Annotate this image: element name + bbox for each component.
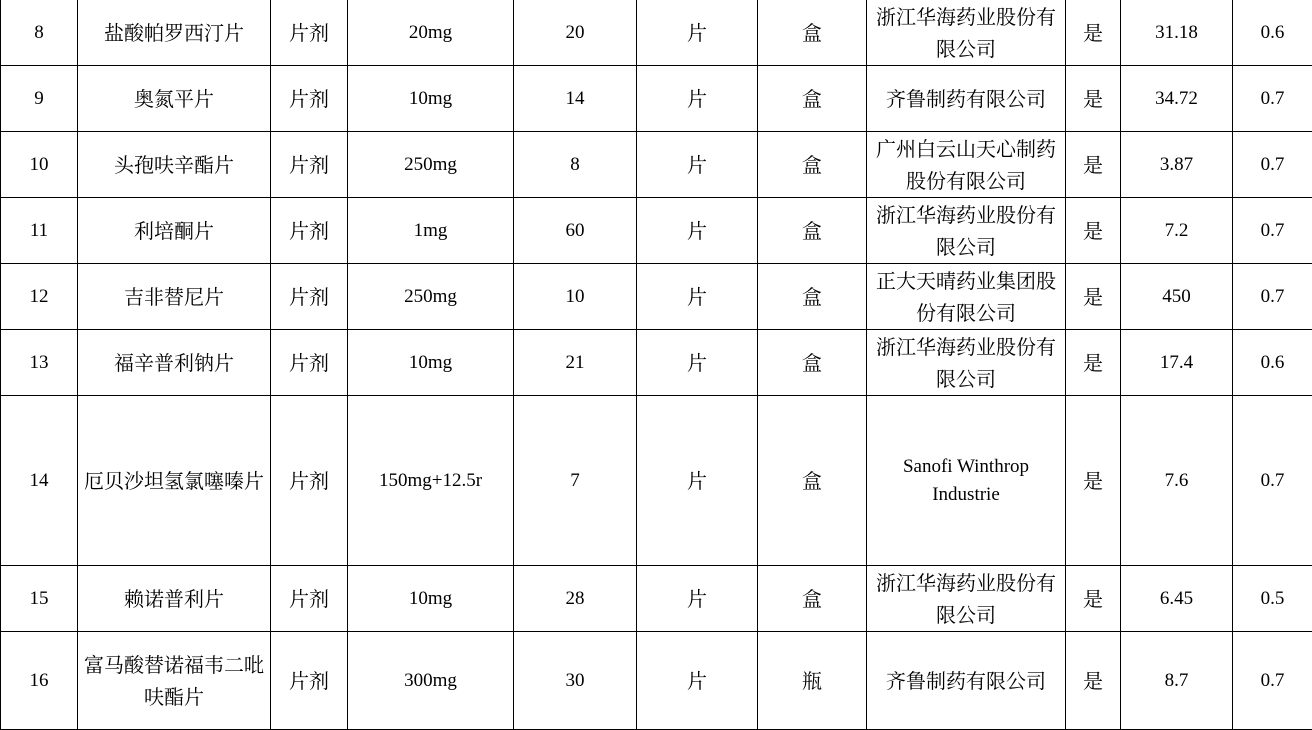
- package-quantity: 14: [514, 66, 637, 132]
- manufacturer: 齐鲁制药有限公司: [867, 632, 1066, 730]
- drug-name: 赖诺普利片: [78, 566, 271, 632]
- row-number: 13: [1, 330, 78, 396]
- manufacturer: 广州白云山天心制药股份有限公司: [867, 132, 1066, 198]
- price: 450: [1121, 264, 1233, 330]
- price: 8.7: [1121, 632, 1233, 730]
- flag: 是: [1066, 566, 1121, 632]
- table-row: [1, 396, 1312, 566]
- specification: 300mg: [348, 632, 514, 730]
- dosage-form: 片剂: [271, 0, 348, 66]
- manufacturer: 浙江华海药业股份有限公司: [867, 198, 1066, 264]
- package-quantity: 10: [514, 264, 637, 330]
- drug-name: 奥氮平片: [78, 66, 271, 132]
- package-quantity: 8: [514, 132, 637, 198]
- price: 31.18: [1121, 0, 1233, 66]
- manufacturer: 浙江华海药业股份有限公司: [867, 566, 1066, 632]
- price: 6.45: [1121, 566, 1233, 632]
- dosage-form: 片剂: [271, 396, 348, 566]
- ratio: 0.6: [1233, 330, 1312, 396]
- drug-name: 利培酮片: [78, 198, 271, 264]
- ratio: 0.7: [1233, 632, 1312, 730]
- manufacturer: 齐鲁制药有限公司: [867, 66, 1066, 132]
- table-body: [1, 0, 1312, 730]
- minimum-unit: 片: [637, 330, 758, 396]
- table-row: [1, 632, 1312, 730]
- row-number: 15: [1, 566, 78, 632]
- price: 3.87: [1121, 132, 1233, 198]
- row-number: 10: [1, 132, 78, 198]
- dosage-form: 片剂: [271, 566, 348, 632]
- minimum-unit: 片: [637, 0, 758, 66]
- package-unit: 瓶: [758, 632, 867, 730]
- package-unit: 盒: [758, 198, 867, 264]
- specification: 250mg: [348, 132, 514, 198]
- ratio: 0.7: [1233, 264, 1312, 330]
- package-unit: 盒: [758, 0, 867, 66]
- package-quantity: 28: [514, 566, 637, 632]
- ratio: 0.7: [1233, 198, 1312, 264]
- dosage-form: 片剂: [271, 264, 348, 330]
- minimum-unit: 片: [637, 132, 758, 198]
- package-unit: 盒: [758, 566, 867, 632]
- package-quantity: 60: [514, 198, 637, 264]
- row-number: 9: [1, 66, 78, 132]
- package-unit: 盒: [758, 264, 867, 330]
- minimum-unit: 片: [637, 66, 758, 132]
- specification: 10mg: [348, 330, 514, 396]
- minimum-unit: 片: [637, 264, 758, 330]
- table-row: [1, 330, 1312, 396]
- dosage-form: 片剂: [271, 330, 348, 396]
- package-unit: 盒: [758, 132, 867, 198]
- row-number: 8: [1, 0, 78, 66]
- drug-name: 头孢呋辛酯片: [78, 132, 271, 198]
- specification: 10mg: [348, 566, 514, 632]
- flag: 是: [1066, 132, 1121, 198]
- package-unit: 盒: [758, 66, 867, 132]
- dosage-form: 片剂: [271, 132, 348, 198]
- table-row: [1, 566, 1312, 632]
- manufacturer: 浙江华海药业股份有限公司: [867, 0, 1066, 66]
- flag: 是: [1066, 66, 1121, 132]
- flag: 是: [1066, 0, 1121, 66]
- drug-name: 富马酸替诺福韦二吡呋酯片: [78, 632, 271, 730]
- ratio: 0.6: [1233, 0, 1312, 66]
- price: 17.4: [1121, 330, 1233, 396]
- specification: 10mg: [348, 66, 514, 132]
- dosage-form: 片剂: [271, 198, 348, 264]
- minimum-unit: 片: [637, 566, 758, 632]
- specification: 250mg: [348, 264, 514, 330]
- flag: 是: [1066, 198, 1121, 264]
- minimum-unit: 片: [637, 632, 758, 730]
- table-row: [1, 264, 1312, 330]
- ratio: 0.5: [1233, 566, 1312, 632]
- dosage-form: 片剂: [271, 632, 348, 730]
- manufacturer: 正大天晴药业集团股份有限公司: [867, 264, 1066, 330]
- ratio: 0.7: [1233, 132, 1312, 198]
- row-number: 12: [1, 264, 78, 330]
- specification: 1mg: [348, 198, 514, 264]
- table-row: [1, 66, 1312, 132]
- price: 34.72: [1121, 66, 1233, 132]
- price: 7.6: [1121, 396, 1233, 566]
- dosage-form: 片剂: [271, 66, 348, 132]
- package-quantity: 20: [514, 0, 637, 66]
- table-row: [1, 198, 1312, 264]
- row-number: 16: [1, 632, 78, 730]
- flag: 是: [1066, 264, 1121, 330]
- flag: 是: [1066, 632, 1121, 730]
- flag: 是: [1066, 396, 1121, 566]
- row-number: 11: [1, 198, 78, 264]
- drug-name: 厄贝沙坦氢氯噻嗪片: [78, 396, 271, 566]
- ratio: 0.7: [1233, 396, 1312, 566]
- package-quantity: 21: [514, 330, 637, 396]
- package-unit: 盒: [758, 330, 867, 396]
- minimum-unit: 片: [637, 198, 758, 264]
- package-quantity: 7: [514, 396, 637, 566]
- package-unit: 盒: [758, 396, 867, 566]
- flag: 是: [1066, 330, 1121, 396]
- drug-name: 福辛普利钠片: [78, 330, 271, 396]
- specification: 20mg: [348, 0, 514, 66]
- drug-name: 盐酸帕罗西汀片: [78, 0, 271, 66]
- ratio: 0.7: [1233, 66, 1312, 132]
- drug-name: 吉非替尼片: [78, 264, 271, 330]
- manufacturer: Sanofi Winthrop Industrie: [867, 396, 1066, 566]
- row-number: 14: [1, 396, 78, 566]
- table-row: [1, 0, 1312, 66]
- table-row: [1, 132, 1312, 198]
- manufacturer: 浙江华海药业股份有限公司: [867, 330, 1066, 396]
- specification: 150mg+12.5r: [348, 396, 514, 566]
- package-quantity: 30: [514, 632, 637, 730]
- price: 7.2: [1121, 198, 1233, 264]
- minimum-unit: 片: [637, 396, 758, 566]
